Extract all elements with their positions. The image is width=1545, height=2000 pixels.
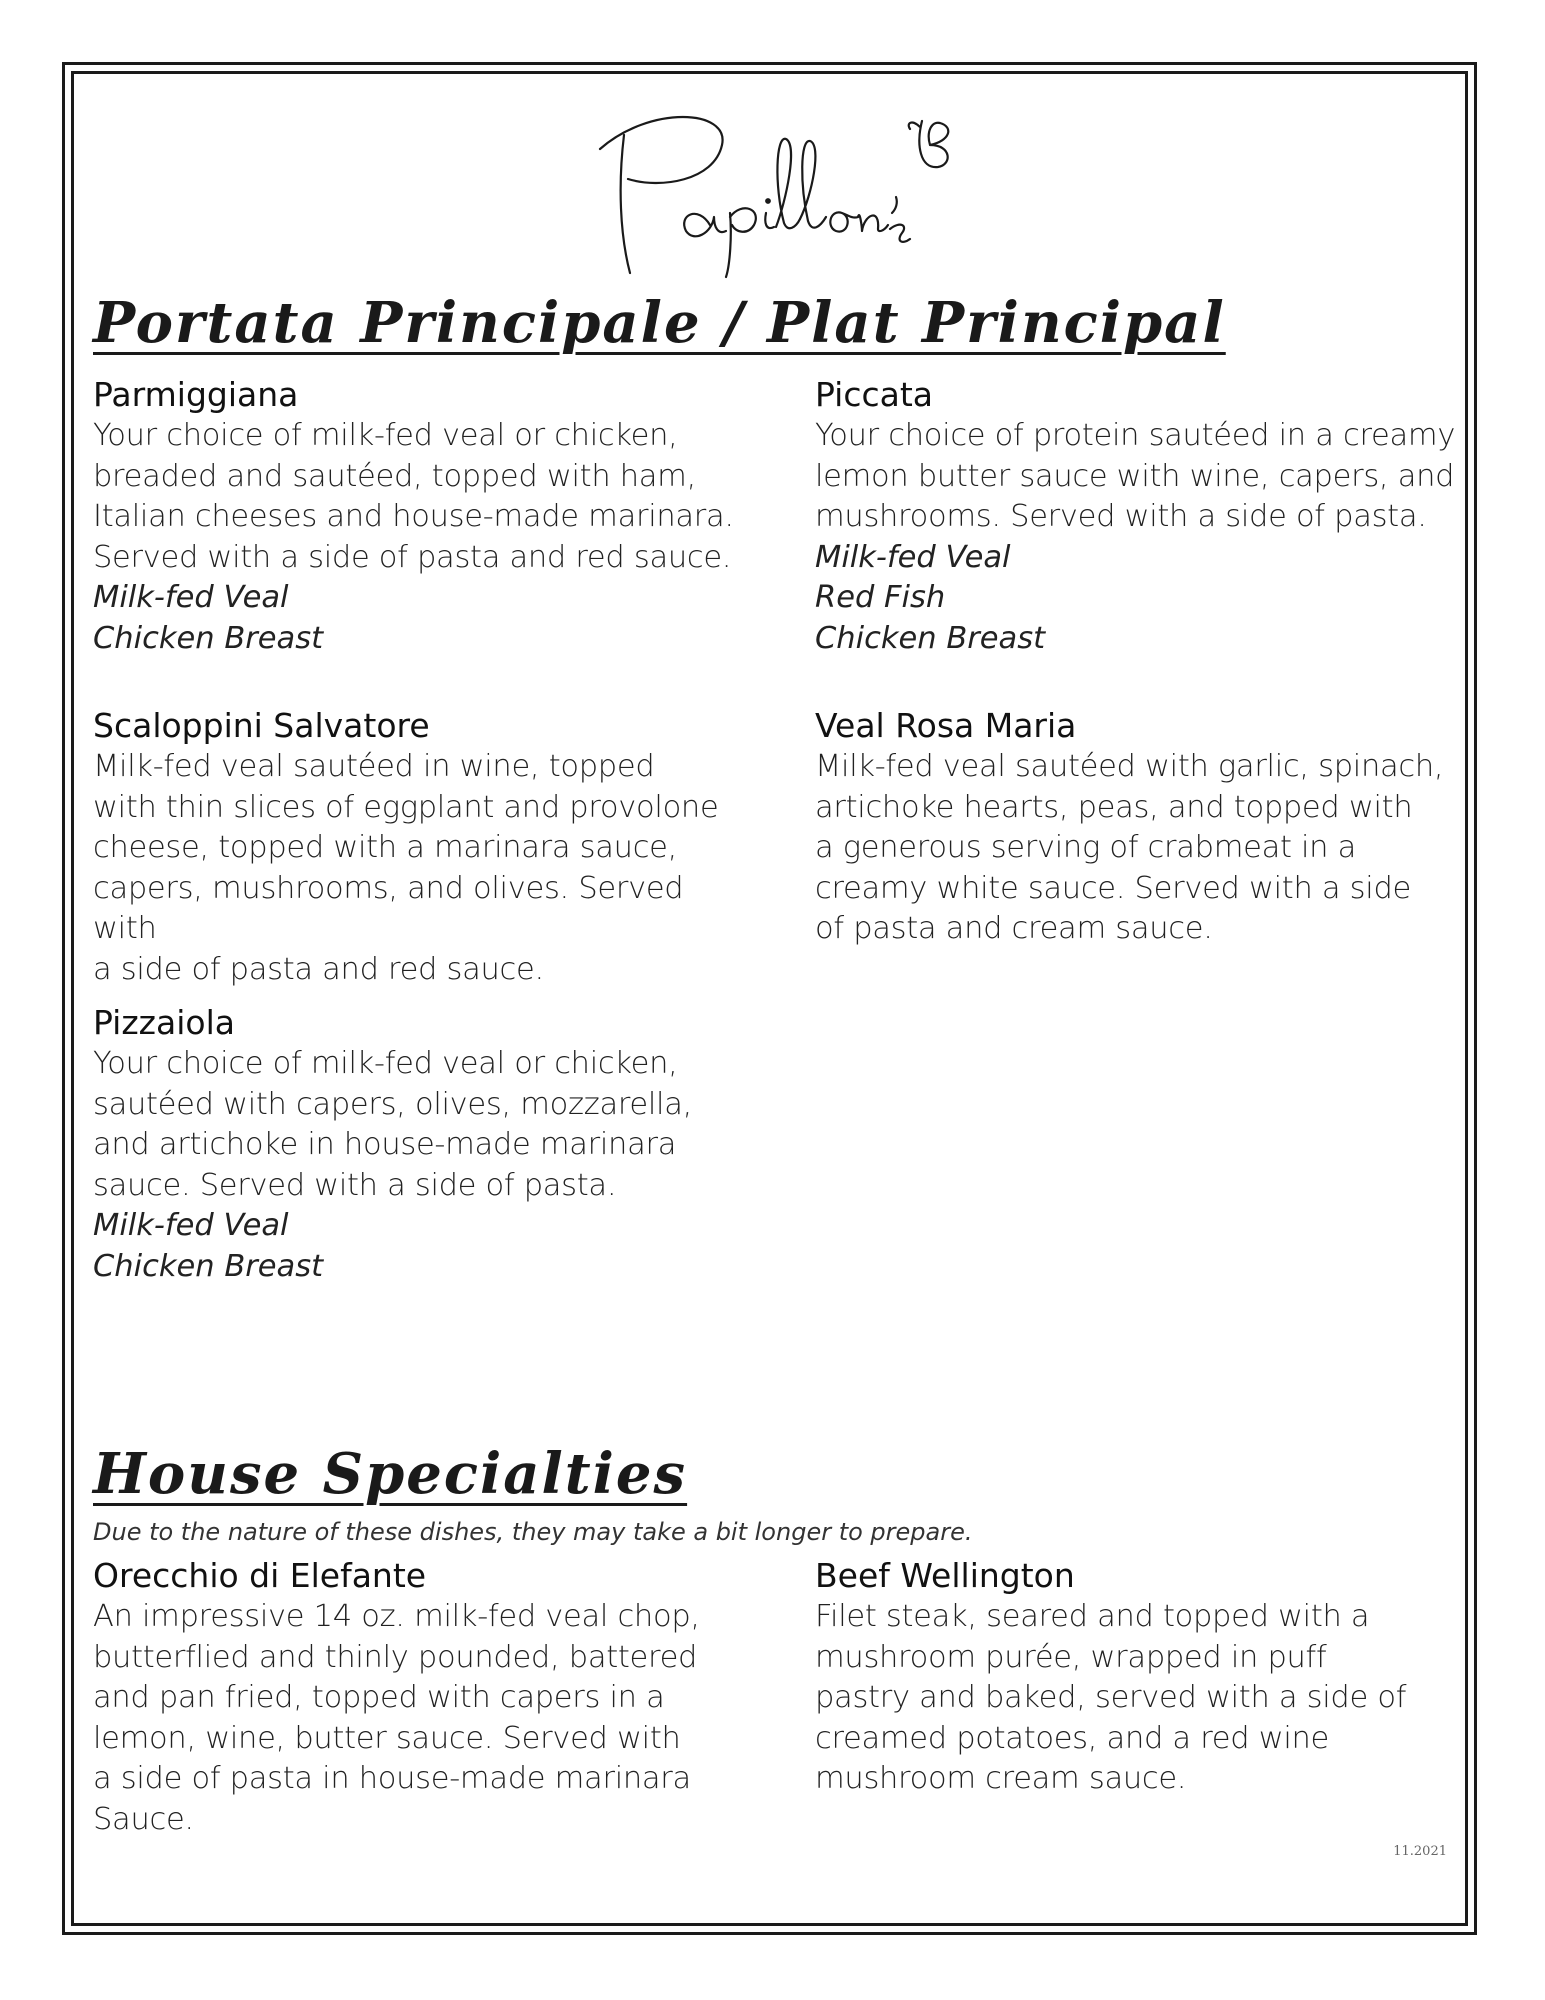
section-title-main-courses: Portata Principale / Plat Principal	[93, 290, 1226, 356]
item-name: Scaloppini Salvatore	[93, 706, 430, 745]
item-description: An impressive 14 oz. milk-fed veal chop, butterflied and thinly pounded, battered and pan fried, topped with capers in a lemon, wine, butter sauce. Served with a side of pasta in house-made marinara Sauce.	[93, 1599, 700, 1837]
item-description: Your choice of milk-fed veal or chicken, breaded and sautéed, topped with ham, Italian cheeses and house-made marinara. Served with a side of pasta and red sauce.	[93, 418, 734, 575]
item-name: Pizzaiola	[93, 1003, 235, 1042]
item-option: Milk-fed Veal	[93, 1208, 289, 1243]
item-name: Piccata	[815, 375, 934, 414]
item-option: Red Fish	[815, 580, 946, 615]
item-option: Chicken Breast	[93, 1248, 324, 1284]
menu-item-beef-wellington	[815, 1555, 1475, 1800]
section-title-house-specialties: House Specialties	[93, 1441, 688, 1507]
item-option: Chicken Breast	[815, 620, 1046, 656]
item-name: Parmiggiana	[93, 375, 299, 414]
date-code: 11.2021	[1393, 1844, 1447, 1859]
item-name: Beef Wellington	[815, 1556, 1075, 1595]
item-description: Milk-fed veal sautéed in wine, topped with thin slices of eggplant and provolone cheese, topped with a marinara sauce, capers, mushrooms, and olives. Served with a side of pasta and red sauce.	[93, 749, 719, 987]
item-name: Orecchio di Elefante	[93, 1556, 427, 1595]
item-description: Filet steak, seared and topped with a mushroom purée, wrapped in puff pastry and baked, served with a side of creamed potatoes, and a red wine mushroom cream sauce.	[815, 1599, 1407, 1796]
preparation-note: Due to the nature of these dishes, they may take a bit longer to prepare.	[93, 1518, 973, 1546]
item-option: Milk-fed Veal	[815, 539, 1011, 575]
item-option: Chicken Breast	[93, 620, 324, 656]
item-option: Milk-fed Veal	[93, 580, 289, 615]
item-name: Veal Rosa Maria	[815, 706, 1077, 745]
item-description: Milk-fed veal sautéed with garlic, spinach, artichoke hearts, peas, and topped with a generous serving of crabmeat in a creamy white sauce. Served with a side of pasta and cream sauce.	[815, 749, 1444, 946]
item-description: Your choice of milk-fed veal or chicken, sautéed with capers, olives, mozzarella, and artichoke in house-made marinara sauce. Served with a side of pasta.	[93, 1046, 693, 1203]
papillons-logo	[590, 105, 960, 285]
menu-item-pizzaiola	[93, 1002, 753, 1287]
menu-item-parmiggiana	[93, 374, 753, 659]
menu-item-piccata	[815, 374, 1475, 659]
menu-item-orecchio-di-elefante	[93, 1555, 753, 1840]
item-description: Your choice of protein sautéed in a creamy lemon butter sauce with wine, capers, and mushrooms. Served with a side of pasta.	[815, 418, 1456, 534]
menu-item-veal-rosa-maria	[815, 705, 1475, 950]
menu-item-scaloppini-salvatore	[93, 705, 753, 990]
